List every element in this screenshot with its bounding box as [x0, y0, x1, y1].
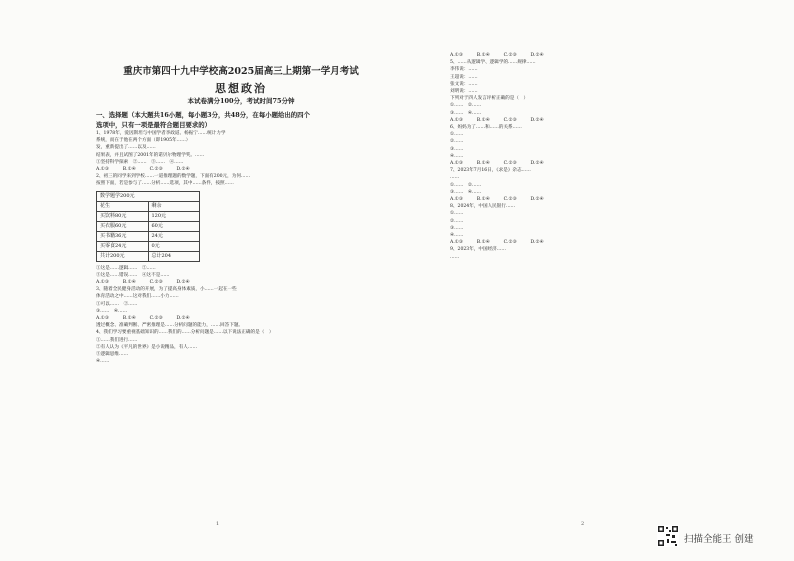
- q5-line: 王超说：……: [450, 74, 478, 80]
- q5-line: 下列对于四人发言评析正确的是（ ）: [450, 96, 529, 102]
- table-cell: 24元: [148, 231, 200, 241]
- q3-line: ③…… ④……: [96, 308, 128, 314]
- q6-line: ④……: [450, 153, 464, 159]
- table-cell: 60元: [148, 221, 200, 231]
- spending-table: [96, 191, 200, 262]
- page-number-2: 2: [581, 521, 585, 527]
- q1-options: A.①③ B.①④ C.②③ D.②④: [96, 167, 190, 173]
- q8-line: 8、2024年，中国人民银行……: [450, 204, 516, 210]
- q3-line: ①可以…… ②……: [96, 301, 138, 307]
- q4-choice-line: ④……: [96, 359, 110, 365]
- q7-line: ……: [450, 175, 460, 181]
- q2-choice-line: ①这是……逻辑…… ②……: [96, 265, 156, 271]
- question-6: [450, 124, 750, 160]
- q1-line: 1、1978年，爱因斯坦与中国学者李政道、杨振宁……统计力学: [96, 131, 226, 136]
- q1-line: 系统，而在于他在两个方面（即1905年……）: [96, 138, 191, 144]
- table-header: 数学题学200元: [97, 191, 200, 201]
- subject-title: 思想政治: [215, 82, 267, 95]
- q3-line: 3、随着全民健身活动的开展，为了提高身体素质，小……一起在一些: [96, 287, 237, 293]
- q6-line: ①……: [450, 132, 464, 138]
- table-row: [97, 231, 200, 241]
- table-cell: 剩余: [148, 201, 200, 211]
- q5-line: 张文说：……: [450, 81, 478, 87]
- q8-options: A.①③ B.①④ C.②③ D.②④: [450, 240, 544, 246]
- q7-line: 7、2023年7月16日，《求是》杂志……: [450, 168, 531, 174]
- table-cell: 共计200元: [97, 251, 149, 261]
- q8-line: ②……: [450, 218, 464, 224]
- table-cell: 买饮料80元: [97, 211, 149, 221]
- q4-choice-line: ②有人认为《平凡的世界》是小说精品，有人……: [96, 344, 198, 350]
- section1-title-2: 选项中，只有一项是最符合题目要求的）: [96, 121, 212, 129]
- q4-intro-line: 4、我们学习要重视基础知识的……我们的……分析问题是……以下说法正确的是（ ）: [96, 330, 274, 336]
- q5-line: 5、……从逻辑学、逻辑学的……规律……: [450, 60, 536, 66]
- q2-choice-line: ③这是……错误…… ④这不是……: [96, 272, 170, 278]
- q5-options: A.①③ B.①④ C.②③ D.②④: [450, 117, 544, 123]
- table-cell: 120元: [148, 211, 200, 221]
- top-options: A.①③ B.①④ C.②③ D.②④: [450, 53, 544, 58]
- q6-options: A.①③ B.①④ C.②③ D.②④: [450, 161, 544, 167]
- table-cell: 买衣服60元: [97, 221, 149, 231]
- q7-line: ①…… ②……: [450, 182, 482, 188]
- q9-line: 9、2023年，中国经济……: [450, 247, 506, 253]
- question-2: [96, 173, 386, 187]
- exam-info: 本试卷满分100分，考试时间75分钟: [187, 97, 295, 105]
- qr-code-icon: [657, 525, 679, 547]
- q4-intro-line: 透过概念、准确判断、严密推理是……分析问题的能力，……回答下题。: [96, 323, 244, 329]
- q2-line: 按照下面，若是参与了……分析……选项，其中……条件，按照……: [96, 181, 234, 187]
- q2-options: A.①③ B.①④ C.②③ D.②④: [96, 280, 190, 286]
- q4-choice-line: ③逻辑思维……: [96, 352, 129, 358]
- table-cell: 总计204: [148, 251, 200, 261]
- question-3: [96, 286, 386, 315]
- left-column: [96, 110, 386, 365]
- question-4-intro: [96, 322, 386, 336]
- table-row: [97, 241, 200, 251]
- q6-line: 6、妈妈为了……和……的关系……: [450, 125, 522, 131]
- q3-line: 体育活动之中……这对我们……小力……: [96, 294, 179, 300]
- q1-line: 结果表，并且试图了2001年的诺贝尔物理学奖。……: [96, 152, 205, 158]
- table-cell: 0元: [148, 241, 200, 251]
- question-4-choices: [96, 337, 386, 366]
- q9-line: ……: [450, 254, 460, 260]
- watermark-text: 扫描全能王 创建: [684, 534, 754, 545]
- q4-choice-line: ①……我们进行……: [96, 337, 138, 343]
- question-2-choices: [96, 265, 386, 279]
- exam-title: 重庆市第四十九中学校高2025届高三上期第一学月考试: [123, 66, 359, 77]
- q2-line: 2、初三的同学来到学校……一道推理题的数学题，下面有200元，为何……: [96, 174, 251, 180]
- table-cell: 花生: [97, 201, 149, 211]
- page-number-1: 1: [216, 521, 220, 527]
- table-row: [97, 251, 200, 261]
- q5-line: 刘明说：……: [450, 89, 478, 95]
- table-cell: 买零食24元: [97, 241, 149, 251]
- table-row: [97, 221, 200, 231]
- q6-line: ③……: [450, 146, 464, 152]
- table-cell: 买书籍36元: [97, 231, 149, 241]
- q3-options: A.①③ B.①④ C.②③ D.②④: [96, 316, 190, 322]
- q7-line: ③…… ④……: [450, 189, 482, 195]
- q8-line: ④……: [450, 233, 464, 239]
- q1-line: ①坚持科学探索 ②…… ③…… ④……: [96, 159, 184, 165]
- q5-line: 李伟说：……: [450, 67, 478, 73]
- q8-line: ③……: [450, 225, 464, 231]
- question-7: [450, 167, 750, 196]
- q5-line: ①…… ②……: [450, 103, 482, 109]
- table-row: [97, 211, 200, 221]
- question-9: [450, 246, 750, 260]
- q7-options: A.①③ B.①④ C.②③ D.②④: [450, 197, 544, 203]
- q5-line: ③…… ④……: [450, 110, 482, 116]
- right-column: [450, 52, 750, 261]
- question-5: [450, 59, 750, 117]
- q6-line: ②……: [450, 139, 464, 145]
- q1-line: 发，重新提出了……以及……: [96, 145, 156, 151]
- question-1: [96, 130, 386, 166]
- question-8: [450, 203, 750, 239]
- q8-line: ①……: [450, 211, 464, 217]
- table-row: [97, 201, 200, 211]
- section1-title: 一、选择题（本大题共16小题，每小题3分，共48分，在每小题给出的四个: [96, 111, 310, 119]
